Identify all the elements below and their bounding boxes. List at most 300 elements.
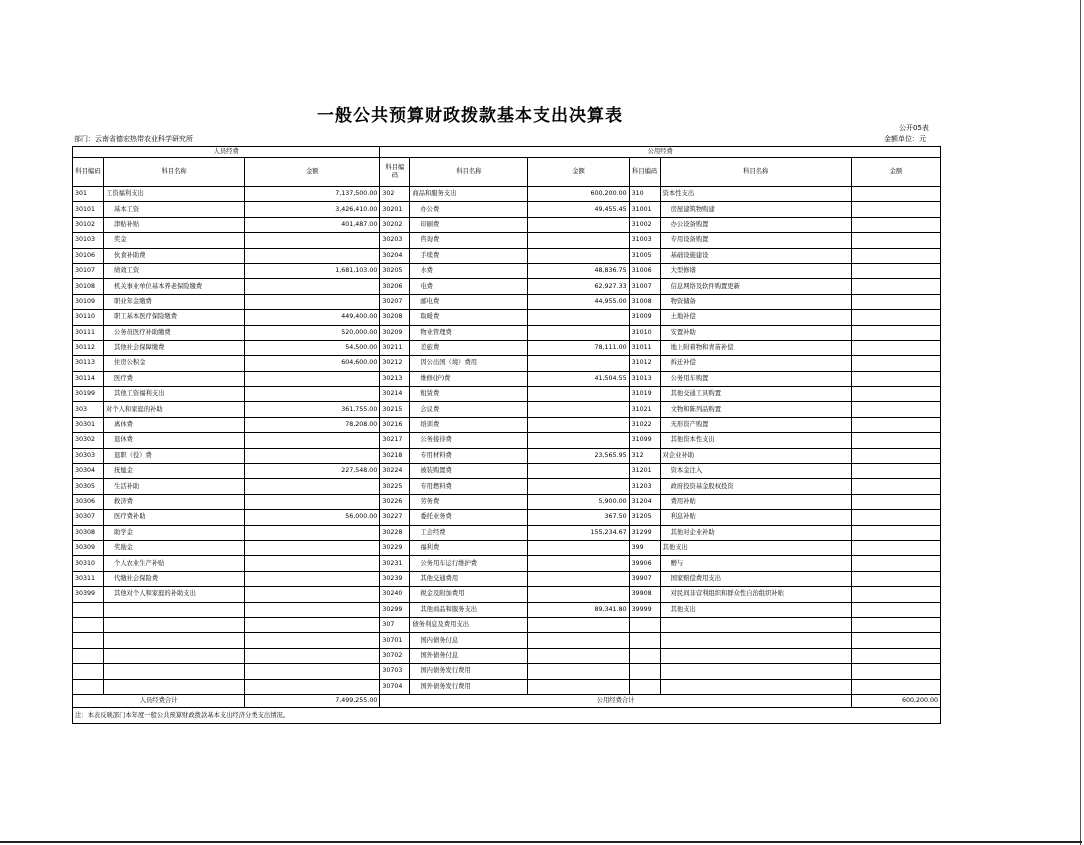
item-code: 30302 bbox=[73, 433, 104, 448]
item-code: 31006 bbox=[629, 263, 660, 278]
item-code: 31010 bbox=[629, 325, 660, 340]
item-name: 住房公积金 bbox=[104, 356, 245, 371]
item-name: 手续费 bbox=[410, 248, 528, 263]
item-code: 31201 bbox=[629, 464, 660, 479]
item-amount: 1,681,103.00 bbox=[245, 263, 380, 278]
item-code: 30204 bbox=[380, 248, 410, 263]
item-code: 30102 bbox=[73, 217, 104, 232]
item-amount bbox=[528, 540, 629, 555]
item-amount bbox=[245, 617, 380, 632]
item-name: 津贴补贴 bbox=[104, 217, 245, 232]
table-row bbox=[73, 310, 941, 325]
item-name: 印刷费 bbox=[410, 217, 528, 232]
table-row bbox=[73, 340, 941, 355]
item-name bbox=[660, 633, 851, 648]
item-amount bbox=[245, 633, 380, 648]
item-code bbox=[629, 664, 660, 679]
item-name: 其他交通费用 bbox=[410, 571, 528, 586]
item-name: 其他对个人和家庭的补助支出 bbox=[104, 587, 245, 602]
item-name: 大型修缮 bbox=[660, 263, 851, 278]
item-name: 无形资产购置 bbox=[660, 417, 851, 432]
item-name: 机关事业单位基本养老保险缴费 bbox=[104, 279, 245, 294]
item-name: 对个人和家庭的补助 bbox=[104, 402, 245, 417]
col-header-amount: 金额 bbox=[528, 158, 629, 187]
col-header-name: 科目名称 bbox=[660, 158, 851, 187]
item-amount bbox=[851, 617, 940, 632]
item-amount bbox=[528, 217, 629, 232]
item-code: 39906 bbox=[629, 556, 660, 571]
item-name bbox=[660, 664, 851, 679]
item-code: 31012 bbox=[629, 356, 660, 371]
item-amount bbox=[851, 479, 940, 494]
item-name: 办公设备购置 bbox=[660, 217, 851, 232]
item-name: 奖金 bbox=[104, 233, 245, 248]
table-row bbox=[73, 187, 941, 202]
item-name: 劳务费 bbox=[410, 494, 528, 509]
item-amount bbox=[245, 233, 380, 248]
item-amount bbox=[851, 294, 940, 309]
item-amount bbox=[851, 202, 940, 217]
personnel-total-amount: 7,499,255.00 bbox=[245, 694, 380, 707]
item-amount: 227,548.00 bbox=[245, 464, 380, 479]
item-amount bbox=[851, 571, 940, 586]
item-name: 国外债务发行费用 bbox=[410, 679, 528, 694]
item-amount bbox=[851, 263, 940, 278]
item-name: 基础设施建设 bbox=[660, 248, 851, 263]
item-code: 39999 bbox=[629, 602, 660, 617]
item-name: 救济费 bbox=[104, 494, 245, 509]
item-code: 30212 bbox=[380, 356, 410, 371]
table-row bbox=[73, 525, 941, 540]
public-total-amount: 600,200.00 bbox=[851, 694, 940, 707]
table-row bbox=[73, 602, 941, 617]
item-amount bbox=[851, 325, 940, 340]
item-name: 赠与 bbox=[660, 556, 851, 571]
table-row bbox=[73, 679, 941, 694]
item-amount: 3,426,410.00 bbox=[245, 202, 380, 217]
item-name: 公务用车购置 bbox=[660, 371, 851, 386]
item-amount bbox=[245, 525, 380, 540]
item-name bbox=[660, 617, 851, 632]
item-code: 30240 bbox=[380, 587, 410, 602]
item-code: 30703 bbox=[380, 664, 410, 679]
item-code: 31203 bbox=[629, 479, 660, 494]
item-amount: 89,341.80 bbox=[528, 602, 629, 617]
item-code: 30208 bbox=[380, 310, 410, 325]
totals-row bbox=[73, 694, 941, 707]
item-code: 31011 bbox=[629, 340, 660, 355]
expenditure-table bbox=[72, 146, 941, 724]
item-name bbox=[660, 648, 851, 663]
item-name: 公务接待费 bbox=[410, 433, 528, 448]
item-name bbox=[104, 633, 245, 648]
item-amount bbox=[528, 664, 629, 679]
item-code: 31022 bbox=[629, 417, 660, 432]
item-amount bbox=[851, 602, 940, 617]
item-code: 30239 bbox=[380, 571, 410, 586]
table-row bbox=[73, 356, 941, 371]
item-amount bbox=[851, 433, 940, 448]
table-row bbox=[73, 540, 941, 555]
item-amount bbox=[528, 233, 629, 248]
item-name: 税金及附加费用 bbox=[410, 587, 528, 602]
item-code: 30308 bbox=[73, 525, 104, 540]
col-header-name: 科目名称 bbox=[104, 158, 245, 187]
table-row bbox=[73, 371, 941, 386]
item-amount bbox=[245, 571, 380, 586]
table-row bbox=[73, 479, 941, 494]
item-name: 电费 bbox=[410, 279, 528, 294]
item-code: 310 bbox=[629, 187, 660, 202]
item-amount bbox=[851, 494, 940, 509]
item-amount: 41,504.55 bbox=[528, 371, 629, 386]
item-amount bbox=[245, 448, 380, 463]
item-name: 因公出国（境）费用 bbox=[410, 356, 528, 371]
item-code: 31007 bbox=[629, 279, 660, 294]
item-name: 邮电费 bbox=[410, 294, 528, 309]
item-amount: 401,487.00 bbox=[245, 217, 380, 232]
item-amount bbox=[851, 402, 940, 417]
item-code: 31001 bbox=[629, 202, 660, 217]
item-code: 30704 bbox=[380, 679, 410, 694]
item-amount bbox=[851, 187, 940, 202]
col-header-code: 科目编码 bbox=[380, 158, 410, 187]
item-amount bbox=[528, 402, 629, 417]
item-amount: 54,500.00 bbox=[245, 340, 380, 355]
item-code: 312 bbox=[629, 448, 660, 463]
item-amount bbox=[851, 387, 940, 402]
item-amount: 449,400.00 bbox=[245, 310, 380, 325]
item-amount bbox=[528, 679, 629, 694]
table-row bbox=[73, 556, 941, 571]
item-name: 资本性支出 bbox=[660, 187, 851, 202]
item-amount bbox=[245, 587, 380, 602]
item-code bbox=[73, 633, 104, 648]
item-amount: 600,200.00 bbox=[528, 187, 629, 202]
item-amount: 7,137,500.00 bbox=[245, 187, 380, 202]
note-row bbox=[73, 707, 941, 723]
item-name: 工会经费 bbox=[410, 525, 528, 540]
item-amount bbox=[851, 340, 940, 355]
item-name: 委托业务费 bbox=[410, 510, 528, 525]
item-code: 30228 bbox=[380, 525, 410, 540]
item-name: 专用材料费 bbox=[410, 448, 528, 463]
item-code: 30229 bbox=[380, 540, 410, 555]
item-amount bbox=[245, 433, 380, 448]
table-note: 注：本表反映部门本年度一般公共预算财政拨款基本支出经济分类支出情况。 bbox=[73, 707, 941, 723]
item-name: 基本工资 bbox=[104, 202, 245, 217]
item-amount bbox=[851, 417, 940, 432]
form-number: 公开05表 bbox=[899, 124, 929, 132]
item-name bbox=[104, 602, 245, 617]
item-amount: 604,600.00 bbox=[245, 356, 380, 371]
item-name bbox=[104, 664, 245, 679]
item-code: 30306 bbox=[73, 494, 104, 509]
item-name: 拆迁补偿 bbox=[660, 356, 851, 371]
page-right-border bbox=[1080, 0, 1081, 845]
item-name: 退职（役）费 bbox=[104, 448, 245, 463]
item-code bbox=[73, 602, 104, 617]
item-code: 31299 bbox=[629, 525, 660, 540]
personnel-group-header: 人员经费 bbox=[73, 147, 380, 158]
item-name: 安置补助 bbox=[660, 325, 851, 340]
item-code: 30206 bbox=[380, 279, 410, 294]
item-amount: 5,900.00 bbox=[528, 494, 629, 509]
item-amount: 78,111.00 bbox=[528, 340, 629, 355]
table-row bbox=[73, 433, 941, 448]
item-code: 30216 bbox=[380, 417, 410, 432]
item-code: 30101 bbox=[73, 202, 104, 217]
item-code: 399 bbox=[629, 540, 660, 555]
item-name: 绩效工资 bbox=[104, 263, 245, 278]
item-amount: 44,955.00 bbox=[528, 294, 629, 309]
item-amount bbox=[851, 679, 940, 694]
col-header-amount: 金额 bbox=[851, 158, 940, 187]
item-amount: 62,927.33 bbox=[528, 279, 629, 294]
item-code: 31205 bbox=[629, 510, 660, 525]
item-code: 30226 bbox=[380, 494, 410, 509]
item-name: 取暖费 bbox=[410, 310, 528, 325]
item-name: 物业管理费 bbox=[410, 325, 528, 340]
item-name: 医疗费补助 bbox=[104, 510, 245, 525]
item-amount bbox=[851, 556, 940, 571]
item-code: 30224 bbox=[380, 464, 410, 479]
item-name: 物资储备 bbox=[660, 294, 851, 309]
item-code: 307 bbox=[380, 617, 410, 632]
table-row bbox=[73, 464, 941, 479]
item-name: 国内债务付息 bbox=[410, 633, 528, 648]
item-name: 被装购置费 bbox=[410, 464, 528, 479]
item-amount bbox=[851, 371, 940, 386]
item-code bbox=[629, 633, 660, 648]
item-code bbox=[629, 679, 660, 694]
item-amount: 49,455.45 bbox=[528, 202, 629, 217]
item-code bbox=[73, 679, 104, 694]
item-code: 30107 bbox=[73, 263, 104, 278]
item-name bbox=[104, 617, 245, 632]
item-name: 代缴社会保险费 bbox=[104, 571, 245, 586]
item-code: 30231 bbox=[380, 556, 410, 571]
item-name: 伙食补助费 bbox=[104, 248, 245, 263]
item-code bbox=[73, 648, 104, 663]
item-name: 办公费 bbox=[410, 202, 528, 217]
item-name: 对民间非营利组织和群众性自治组织补贴 bbox=[660, 587, 851, 602]
item-amount bbox=[528, 433, 629, 448]
item-code: 30309 bbox=[73, 540, 104, 555]
item-name: 其他商品和服务支出 bbox=[410, 602, 528, 617]
item-amount bbox=[245, 371, 380, 386]
item-amount bbox=[245, 602, 380, 617]
table-row bbox=[73, 217, 941, 232]
item-amount bbox=[851, 248, 940, 263]
item-code: 31008 bbox=[629, 294, 660, 309]
item-code: 39907 bbox=[629, 571, 660, 586]
item-amount bbox=[528, 387, 629, 402]
table-row bbox=[73, 617, 941, 632]
item-name: 专用燃料费 bbox=[410, 479, 528, 494]
item-name: 专用设备购置 bbox=[660, 233, 851, 248]
item-amount bbox=[245, 679, 380, 694]
item-amount: 48,836.75 bbox=[528, 263, 629, 278]
item-code: 30201 bbox=[380, 202, 410, 217]
item-code: 30110 bbox=[73, 310, 104, 325]
item-name: 福利费 bbox=[410, 540, 528, 555]
item-name: 债务利息及费用支出 bbox=[410, 617, 528, 632]
table-row bbox=[73, 263, 941, 278]
report-title: 一般公共预算财政拨款基本支出决算表 bbox=[317, 106, 623, 126]
item-amount bbox=[528, 571, 629, 586]
item-name bbox=[104, 679, 245, 694]
item-code: 302 bbox=[380, 187, 410, 202]
table-row bbox=[73, 571, 941, 586]
item-name: 国内债务发行费用 bbox=[410, 664, 528, 679]
table-row bbox=[73, 325, 941, 340]
item-code: 30109 bbox=[73, 294, 104, 309]
item-amount bbox=[851, 279, 940, 294]
item-name: 土地补偿 bbox=[660, 310, 851, 325]
col-header-code: 科目编码 bbox=[629, 158, 660, 187]
item-amount bbox=[851, 525, 940, 540]
item-name: 个人农业生产补贴 bbox=[104, 556, 245, 571]
unit-label: 金额单位：元 bbox=[884, 135, 926, 143]
col-header-amount: 金额 bbox=[245, 158, 380, 187]
table-row bbox=[73, 664, 941, 679]
item-amount bbox=[245, 479, 380, 494]
item-name: 国家赔偿费用支出 bbox=[660, 571, 851, 586]
item-code: 30111 bbox=[73, 325, 104, 340]
item-amount: 520,000.00 bbox=[245, 325, 380, 340]
item-amount bbox=[851, 664, 940, 679]
item-amount bbox=[851, 448, 940, 463]
item-code: 30108 bbox=[73, 279, 104, 294]
item-amount bbox=[528, 648, 629, 663]
table-row bbox=[73, 633, 941, 648]
item-amount bbox=[851, 233, 940, 248]
item-code bbox=[629, 648, 660, 663]
item-name: 工资福利支出 bbox=[104, 187, 245, 202]
item-amount bbox=[528, 633, 629, 648]
item-name: 公务员医疗补助缴费 bbox=[104, 325, 245, 340]
item-code: 31021 bbox=[629, 402, 660, 417]
item-code: 30299 bbox=[380, 602, 410, 617]
table-row bbox=[73, 233, 941, 248]
item-code: 31005 bbox=[629, 248, 660, 263]
item-amount bbox=[851, 540, 940, 555]
item-name: 退休费 bbox=[104, 433, 245, 448]
item-amount: 78,208.00 bbox=[245, 417, 380, 432]
item-name: 抚恤金 bbox=[104, 464, 245, 479]
item-code: 30304 bbox=[73, 464, 104, 479]
table-row bbox=[73, 294, 941, 309]
item-amount bbox=[245, 494, 380, 509]
item-code: 303 bbox=[73, 402, 104, 417]
item-name: 费用补贴 bbox=[660, 494, 851, 509]
item-amount bbox=[851, 356, 940, 371]
item-amount bbox=[528, 310, 629, 325]
item-code: 30702 bbox=[380, 648, 410, 663]
col-header-code: 科目编码 bbox=[73, 158, 104, 187]
item-name: 咨询费 bbox=[410, 233, 528, 248]
item-amount bbox=[851, 587, 940, 602]
item-code: 31099 bbox=[629, 433, 660, 448]
item-code: 30399 bbox=[73, 587, 104, 602]
item-name bbox=[660, 679, 851, 694]
item-amount bbox=[245, 294, 380, 309]
table-row bbox=[73, 202, 941, 217]
item-name: 其他对企业补助 bbox=[660, 525, 851, 540]
item-code: 30307 bbox=[73, 510, 104, 525]
item-code: 31003 bbox=[629, 233, 660, 248]
item-name: 房屋建筑物购建 bbox=[660, 202, 851, 217]
item-code: 301 bbox=[73, 187, 104, 202]
item-code: 30310 bbox=[73, 556, 104, 571]
item-amount bbox=[851, 633, 940, 648]
item-name: 商品和服务支出 bbox=[410, 187, 528, 202]
item-name: 水费 bbox=[410, 263, 528, 278]
item-code: 30225 bbox=[380, 479, 410, 494]
item-code: 30202 bbox=[380, 217, 410, 232]
item-amount bbox=[851, 510, 940, 525]
item-code: 31002 bbox=[629, 217, 660, 232]
item-code: 30112 bbox=[73, 340, 104, 355]
item-name: 其他交通工具购置 bbox=[660, 387, 851, 402]
item-name bbox=[104, 648, 245, 663]
item-code: 30303 bbox=[73, 448, 104, 463]
item-name: 职业年金缴费 bbox=[104, 294, 245, 309]
item-code bbox=[73, 664, 104, 679]
item-amount bbox=[851, 310, 940, 325]
item-name: 资本金注入 bbox=[660, 464, 851, 479]
item-name: 离休费 bbox=[104, 417, 245, 432]
item-name: 助学金 bbox=[104, 525, 245, 540]
item-code: 30311 bbox=[73, 571, 104, 586]
item-amount bbox=[245, 648, 380, 663]
item-amount: 155,234.67 bbox=[528, 525, 629, 540]
item-amount bbox=[528, 464, 629, 479]
item-code bbox=[629, 617, 660, 632]
item-code: 30209 bbox=[380, 325, 410, 340]
item-name: 地上附着物和青苗补偿 bbox=[660, 340, 851, 355]
personnel-total-label: 人员经费合计 bbox=[73, 694, 245, 707]
item-code: 30103 bbox=[73, 233, 104, 248]
col-header-name: 科目名称 bbox=[410, 158, 528, 187]
item-name: 职工基本医疗保险缴费 bbox=[104, 310, 245, 325]
item-amount bbox=[851, 648, 940, 663]
item-amount bbox=[528, 587, 629, 602]
item-name: 信息网络及软件购置更新 bbox=[660, 279, 851, 294]
item-amount bbox=[528, 479, 629, 494]
item-amount bbox=[245, 664, 380, 679]
table-row bbox=[73, 279, 941, 294]
item-code: 30207 bbox=[380, 294, 410, 309]
item-amount bbox=[245, 540, 380, 555]
item-name: 租赁费 bbox=[410, 387, 528, 402]
table-row bbox=[73, 587, 941, 602]
item-name: 公务用车运行维护费 bbox=[410, 556, 528, 571]
item-amount bbox=[528, 325, 629, 340]
item-name: 其他支出 bbox=[660, 540, 851, 555]
item-name: 奖励金 bbox=[104, 540, 245, 555]
item-code: 30203 bbox=[380, 233, 410, 248]
page-bottom-border bbox=[0, 841, 1082, 843]
item-code: 30218 bbox=[380, 448, 410, 463]
item-amount bbox=[528, 556, 629, 571]
item-amount bbox=[245, 387, 380, 402]
item-name: 会议费 bbox=[410, 402, 528, 417]
department-label: 部门：云南省德宏热带农业科学研究所 bbox=[74, 135, 193, 143]
item-amount bbox=[528, 617, 629, 632]
item-code: 31009 bbox=[629, 310, 660, 325]
